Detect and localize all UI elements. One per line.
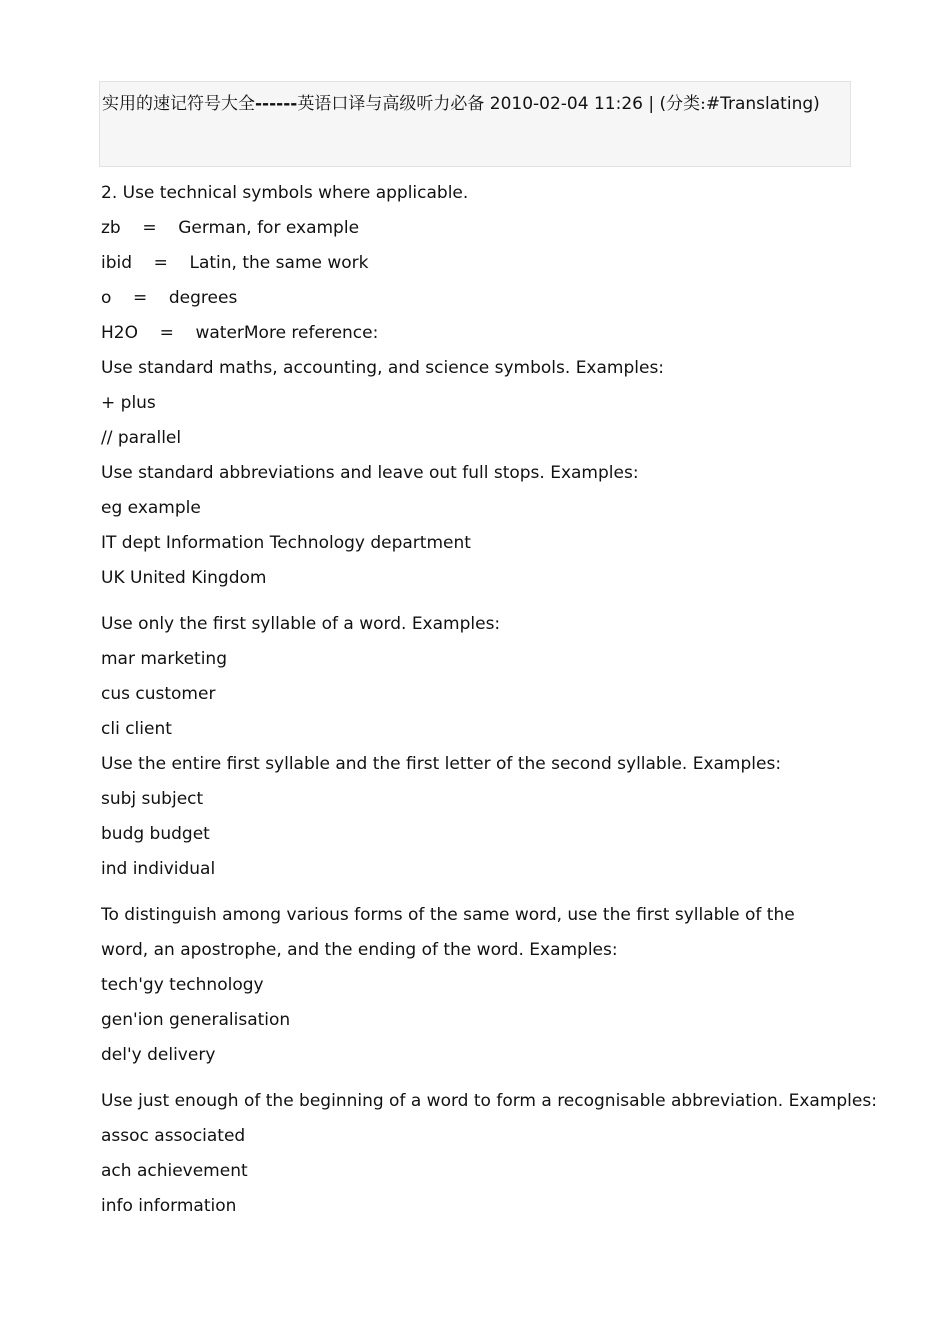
text-line: ibid = Latin, the same work <box>101 253 369 273</box>
text-line: tech'gy technology <box>101 975 264 995</box>
text-line: UK United Kingdom <box>101 568 267 588</box>
category-paren-close: ) <box>813 94 820 114</box>
text-line: cus customer <box>101 684 216 704</box>
text-line: eg example <box>101 498 201 518</box>
text-line: gen'ion generalisation <box>101 1010 291 1030</box>
text-line: o = degrees <box>101 288 238 308</box>
post-title-part2: 英语口译与高级听力必备 <box>297 94 485 114</box>
text-line: ach achievement <box>101 1161 248 1181</box>
text-line: del'y delivery <box>101 1045 216 1065</box>
text-line: subj subject <box>101 789 204 809</box>
text-line: cli client <box>101 719 172 739</box>
text-line: + plus <box>101 393 156 413</box>
text-line: Use just enough of the beginning of a word to form a recognisable abbreviation. Examples: <box>101 1091 877 1111</box>
category-label: 分类: <box>666 94 706 114</box>
text-line: ind individual <box>101 859 216 879</box>
text-line: Use standard abbreviations and leave out full stops. Examples: <box>101 463 639 483</box>
text-line: info information <box>101 1196 237 1216</box>
post-time: 11:26 <box>593 94 643 114</box>
text-line: Use only the first syllable of a word. Examples: <box>101 614 501 634</box>
text-line: // parallel <box>101 428 182 448</box>
text-line: To distinguish among various forms of the same word, use the first syllable of the word, an apostrophe, and the ending of the word. Examples: <box>101 905 795 960</box>
category-link[interactable]: #Translating <box>705 94 814 114</box>
post-body <box>101 176 877 1224</box>
text-line: Use the entire first syllable and the first letter of the second syllable. Examples: <box>101 754 782 774</box>
text-line: zb = German, for example <box>101 218 360 238</box>
category-paren-open: ( <box>659 94 667 114</box>
text-line: mar marketing <box>101 649 227 669</box>
text-line: IT dept Information Technology department <box>101 533 471 553</box>
post-title-dashes: ------ <box>255 94 298 114</box>
text-line: H2O = waterMore reference: <box>101 323 379 343</box>
post-date: 2010-02-04 <box>489 94 589 114</box>
text-line: Use standard maths, accounting, and science symbols. Examples: <box>101 358 665 378</box>
header-separator: | <box>648 94 655 114</box>
post-header <box>99 81 851 167</box>
post-title-part1: 实用的速记符号大全 <box>102 94 255 114</box>
text-line: budg budget <box>101 824 210 844</box>
text-line: assoc associated <box>101 1126 246 1146</box>
text-line: 2. Use technical symbols where applicable. <box>101 183 469 203</box>
